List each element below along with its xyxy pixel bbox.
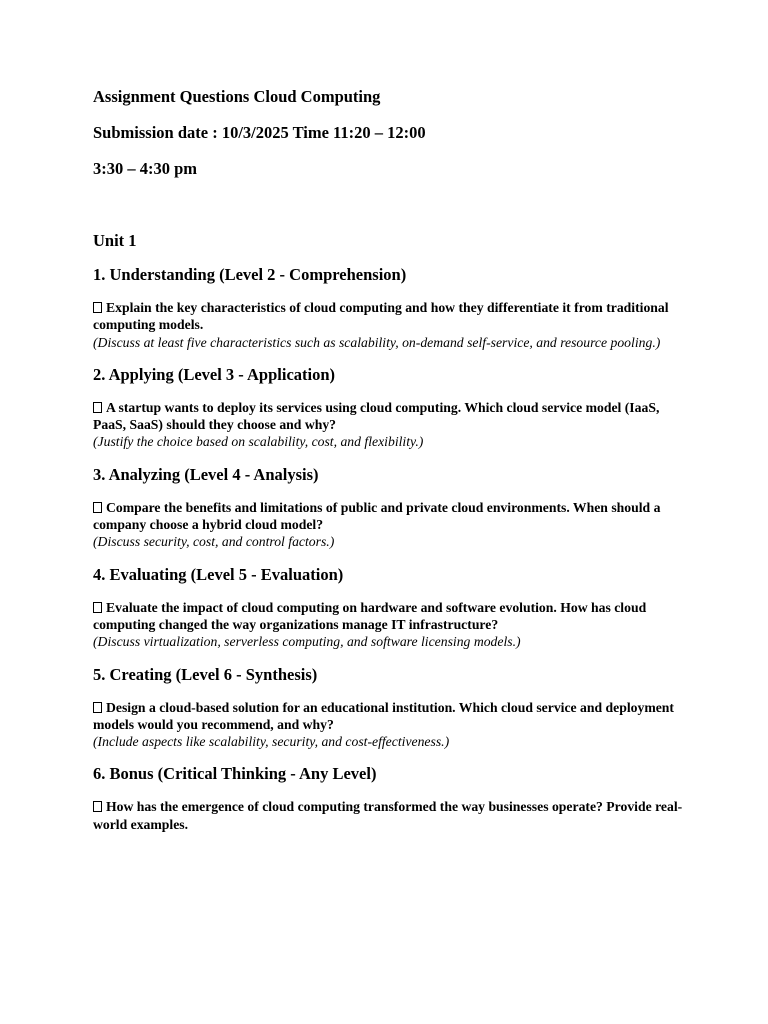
question-text <box>93 699 683 734</box>
question-text <box>93 798 683 833</box>
section-heading: 2. Applying (Level 3 - Application) <box>93 364 336 384</box>
question-hint: (Justify the choice based on scalability, cost, and flexibility.) <box>93 434 424 450</box>
blank-line <box>93 194 683 230</box>
question-text <box>93 299 683 334</box>
question-label: Compare the benefits and limitations of public and private cloud environments. When should a company choose a hybrid cloud model? <box>93 499 661 533</box>
question-hint: (Discuss virtualization, serverless computing, and software licensing models.) <box>93 634 521 650</box>
section-heading: 6. Bonus (Critical Thinking - Any Level) <box>93 764 377 784</box>
question-block <box>93 699 683 751</box>
question-block <box>93 399 683 451</box>
question-hint: (Include aspects like scalability, security, and cost-effectiveness.) <box>93 734 450 750</box>
document-title: Assignment Questions Cloud Computing <box>93 87 381 106</box>
checkbox-icon <box>93 602 102 613</box>
question-section <box>93 464 683 551</box>
question-section <box>93 264 683 351</box>
question-label: Design a cloud-based solution for an educational institution. Which cloud service and deployment models would you recommend, and why? <box>93 699 674 732</box>
question-label: Explain the key characteristics of cloud computing and how they differentiate it from traditional computing models. <box>93 300 669 333</box>
section-heading: 5. Creating (Level 6 - Synthesis) <box>93 664 318 684</box>
question-text <box>93 399 683 434</box>
question-label: A startup wants to deploy its services using cloud computing. Which cloud service model (IaaS, PaaS, SaaS) should they choose and why? <box>93 399 660 433</box>
question-hint: (Discuss at least five characteristics such as scalability, on-demand self-service, and resource pooling.) <box>93 334 661 350</box>
checkbox-icon <box>93 502 102 513</box>
question-text <box>93 599 683 634</box>
question-hint: (Discuss security, cost, and control factors.) <box>93 534 335 550</box>
question-section <box>93 364 683 451</box>
checkbox-icon <box>93 402 102 413</box>
checkbox-icon <box>93 801 102 812</box>
question-label: Evaluate the impact of cloud computing on hardware and software evolution. How has cloud computing changed the way organizations manage IT infrastructure? <box>93 599 647 632</box>
question-label: How has the emergence of cloud computing transformed the way businesses operate? Provide real-world examples. <box>93 799 683 832</box>
question-block <box>93 299 683 351</box>
question-block <box>93 499 683 551</box>
document-body <box>93 86 683 846</box>
submission-date: Submission date : 10/3/2025 Time 11:20 – 12:00 <box>93 123 426 142</box>
checkbox-icon <box>93 302 102 313</box>
question-section <box>93 564 683 651</box>
question-text <box>93 499 683 534</box>
unit-heading: Unit 1 <box>93 231 137 250</box>
section-heading: 1. Understanding (Level 2 - Comprehension) <box>93 265 407 284</box>
question-block <box>93 599 683 651</box>
time-slot: 3:30 – 4:30 pm <box>93 159 198 178</box>
section-heading: 4. Evaluating (Level 5 - Evaluation) <box>93 564 344 584</box>
question-block <box>93 798 683 833</box>
question-section <box>93 664 683 751</box>
checkbox-icon <box>93 702 102 713</box>
section-heading: 3. Analyzing (Level 4 - Analysis) <box>93 464 319 484</box>
question-section <box>93 763 683 833</box>
